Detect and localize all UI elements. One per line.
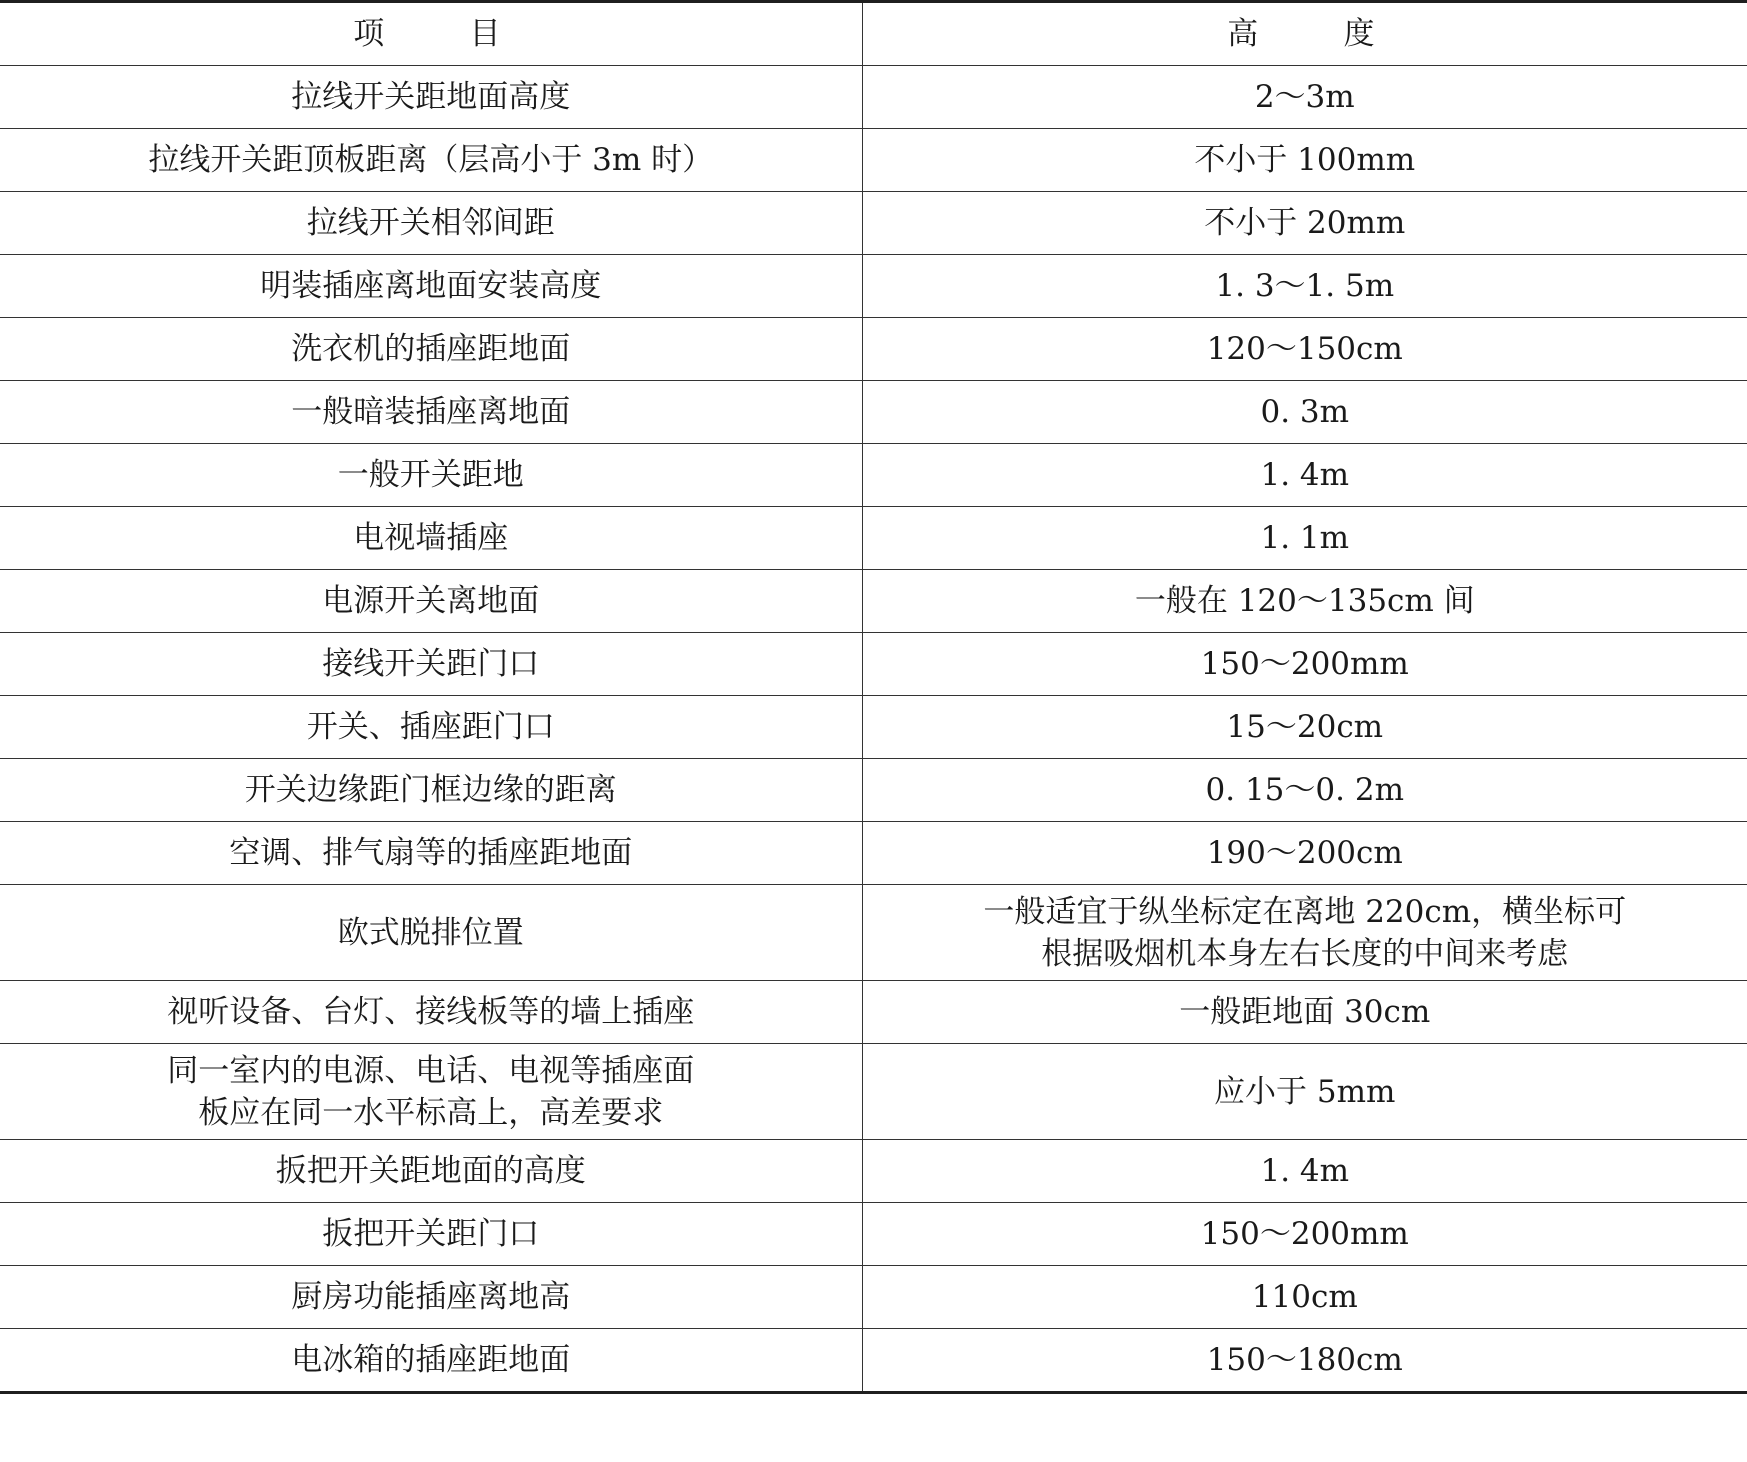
cell-height [862, 1329, 1747, 1393]
cell-height [862, 633, 1747, 696]
cell-height [862, 885, 1747, 981]
table-row [0, 129, 1747, 192]
table-row [0, 1329, 1747, 1393]
cell-height [862, 444, 1747, 507]
cell-item-text: 电源开关离地面 [322, 583, 540, 619]
header-item: 项 目 [0, 2, 862, 66]
table-row [0, 696, 1747, 759]
cell-height-text: 150～200mm [1200, 646, 1409, 682]
cell-item-text: 拉线开关相邻间距 [306, 205, 555, 241]
cell-height [862, 381, 1747, 444]
cell-item-text: 厨房功能插座离地高 [291, 1279, 571, 1315]
header-height: 高 度 [862, 2, 1747, 66]
cell-height [862, 66, 1747, 129]
cell-item [0, 570, 862, 633]
cell-item [0, 822, 862, 885]
table-row [0, 822, 1747, 885]
cell-item [0, 981, 862, 1044]
cell-height-text: 根据吸烟机本身左右长度的中间来考虑 [1041, 935, 1569, 972]
cell-height [862, 192, 1747, 255]
table-row [0, 633, 1747, 696]
cell-item-text: 接线开关距门口 [322, 646, 540, 682]
cell-height-text: 120～150cm [1206, 331, 1403, 367]
cell-item-text: 电视墙插座 [353, 520, 509, 556]
cell-item-text: 拉线开关距顶板距离（层高小于 3m 时） [148, 142, 714, 178]
cell-item-text: 拉线开关距地面高度 [291, 79, 571, 115]
cell-height-text: 190～200cm [1206, 835, 1403, 871]
cell-item [0, 759, 862, 822]
cell-height [862, 1140, 1747, 1203]
cell-height-text: 1. 4m [1260, 1153, 1350, 1189]
cell-item [0, 255, 862, 318]
cell-height-text: 1. 1m [1260, 520, 1350, 556]
table-row [0, 444, 1747, 507]
cell-item [0, 1203, 862, 1266]
cell-item [0, 507, 862, 570]
cell-height-text: 1. 4m [1260, 457, 1350, 493]
table-row [0, 1140, 1747, 1203]
cell-height-text: 0. 3m [1260, 394, 1350, 430]
cell-height-text: 150～180cm [1206, 1342, 1403, 1378]
table-row [0, 1044, 1747, 1140]
cell-height [862, 255, 1747, 318]
cell-item [0, 1044, 862, 1140]
cell-item-text: 一般开关距地 [337, 457, 524, 493]
table-row [0, 885, 1747, 981]
table-row [0, 381, 1747, 444]
cell-height-text: 2～3m [1254, 79, 1355, 115]
cell-item [0, 66, 862, 129]
table-row [0, 507, 1747, 570]
cell-item [0, 633, 862, 696]
cell-height-text: 0. 15～0. 2m [1205, 772, 1404, 808]
cell-height [862, 1203, 1747, 1266]
cell-item [0, 381, 862, 444]
cell-height-text: 不小于 100mm [1194, 142, 1416, 178]
cell-item [0, 696, 862, 759]
cell-height-text: 110cm [1251, 1279, 1358, 1315]
table-row [0, 570, 1747, 633]
cell-item-text: 同一室内的电源、电话、电视等插座面 [167, 1052, 695, 1089]
cell-height-text: 一般距地面 30cm [1179, 994, 1431, 1030]
cell-height [862, 1266, 1747, 1329]
table-row [0, 1266, 1747, 1329]
cell-item-text: 视听设备、台灯、接线板等的墙上插座 [167, 994, 695, 1030]
cell-item-text: 开关边缘距门框边缘的距离 [244, 772, 617, 808]
cell-height [862, 129, 1747, 192]
table-header [0, 2, 1747, 66]
cell-item-text: 电冰箱的插座距地面 [291, 1342, 571, 1378]
cell-item [0, 1329, 862, 1393]
cell-item-text: 扳把开关距门口 [322, 1216, 540, 1252]
table-row [0, 192, 1747, 255]
table-row [0, 66, 1747, 129]
cell-height [862, 570, 1747, 633]
cell-height [862, 318, 1747, 381]
table-row [0, 1203, 1747, 1266]
cell-height-text: 150～200mm [1200, 1216, 1409, 1252]
cell-height-text: 一般在 120～135cm 间 [1134, 583, 1475, 619]
cell-item-text: 开关、插座距门口 [306, 709, 555, 745]
cell-item [0, 885, 862, 981]
cell-height-text: 一般适宜于纵坐标定在离地 220cm，横坐标可 [983, 893, 1627, 930]
cell-height-text: 应小于 5mm [1214, 1073, 1396, 1110]
cell-item [0, 1140, 862, 1203]
cell-item-text: 欧式脱排位置 [337, 914, 524, 951]
cell-item [0, 192, 862, 255]
cell-item [0, 318, 862, 381]
cell-item [0, 1266, 862, 1329]
cell-height [862, 822, 1747, 885]
cell-item [0, 444, 862, 507]
cell-item-text: 一般暗装插座离地面 [291, 394, 571, 430]
table-row [0, 318, 1747, 381]
cell-item-text: 明装插座离地面安装高度 [260, 268, 602, 304]
cell-item-text: 扳把开关距地面的高度 [275, 1153, 586, 1189]
table-row [0, 759, 1747, 822]
cell-height-text: 不小于 20mm [1204, 205, 1406, 241]
header-row [0, 2, 1747, 66]
cell-item [0, 129, 862, 192]
cell-item-text: 洗衣机的插座距地面 [291, 331, 571, 367]
table-row [0, 981, 1747, 1044]
cell-height [862, 759, 1747, 822]
table-row [0, 255, 1747, 318]
table-body [0, 66, 1747, 1393]
cell-height [862, 1044, 1747, 1140]
cell-height [862, 981, 1747, 1044]
cell-height-text: 1. 3～1. 5m [1215, 268, 1395, 304]
cell-item-text: 空调、排气扇等的插座距地面 [229, 835, 633, 871]
cell-height [862, 696, 1747, 759]
cell-item-text: 板应在同一水平标高上，高差要求 [198, 1094, 664, 1131]
cell-height [862, 507, 1747, 570]
cell-height-text: 15～20cm [1226, 709, 1384, 745]
